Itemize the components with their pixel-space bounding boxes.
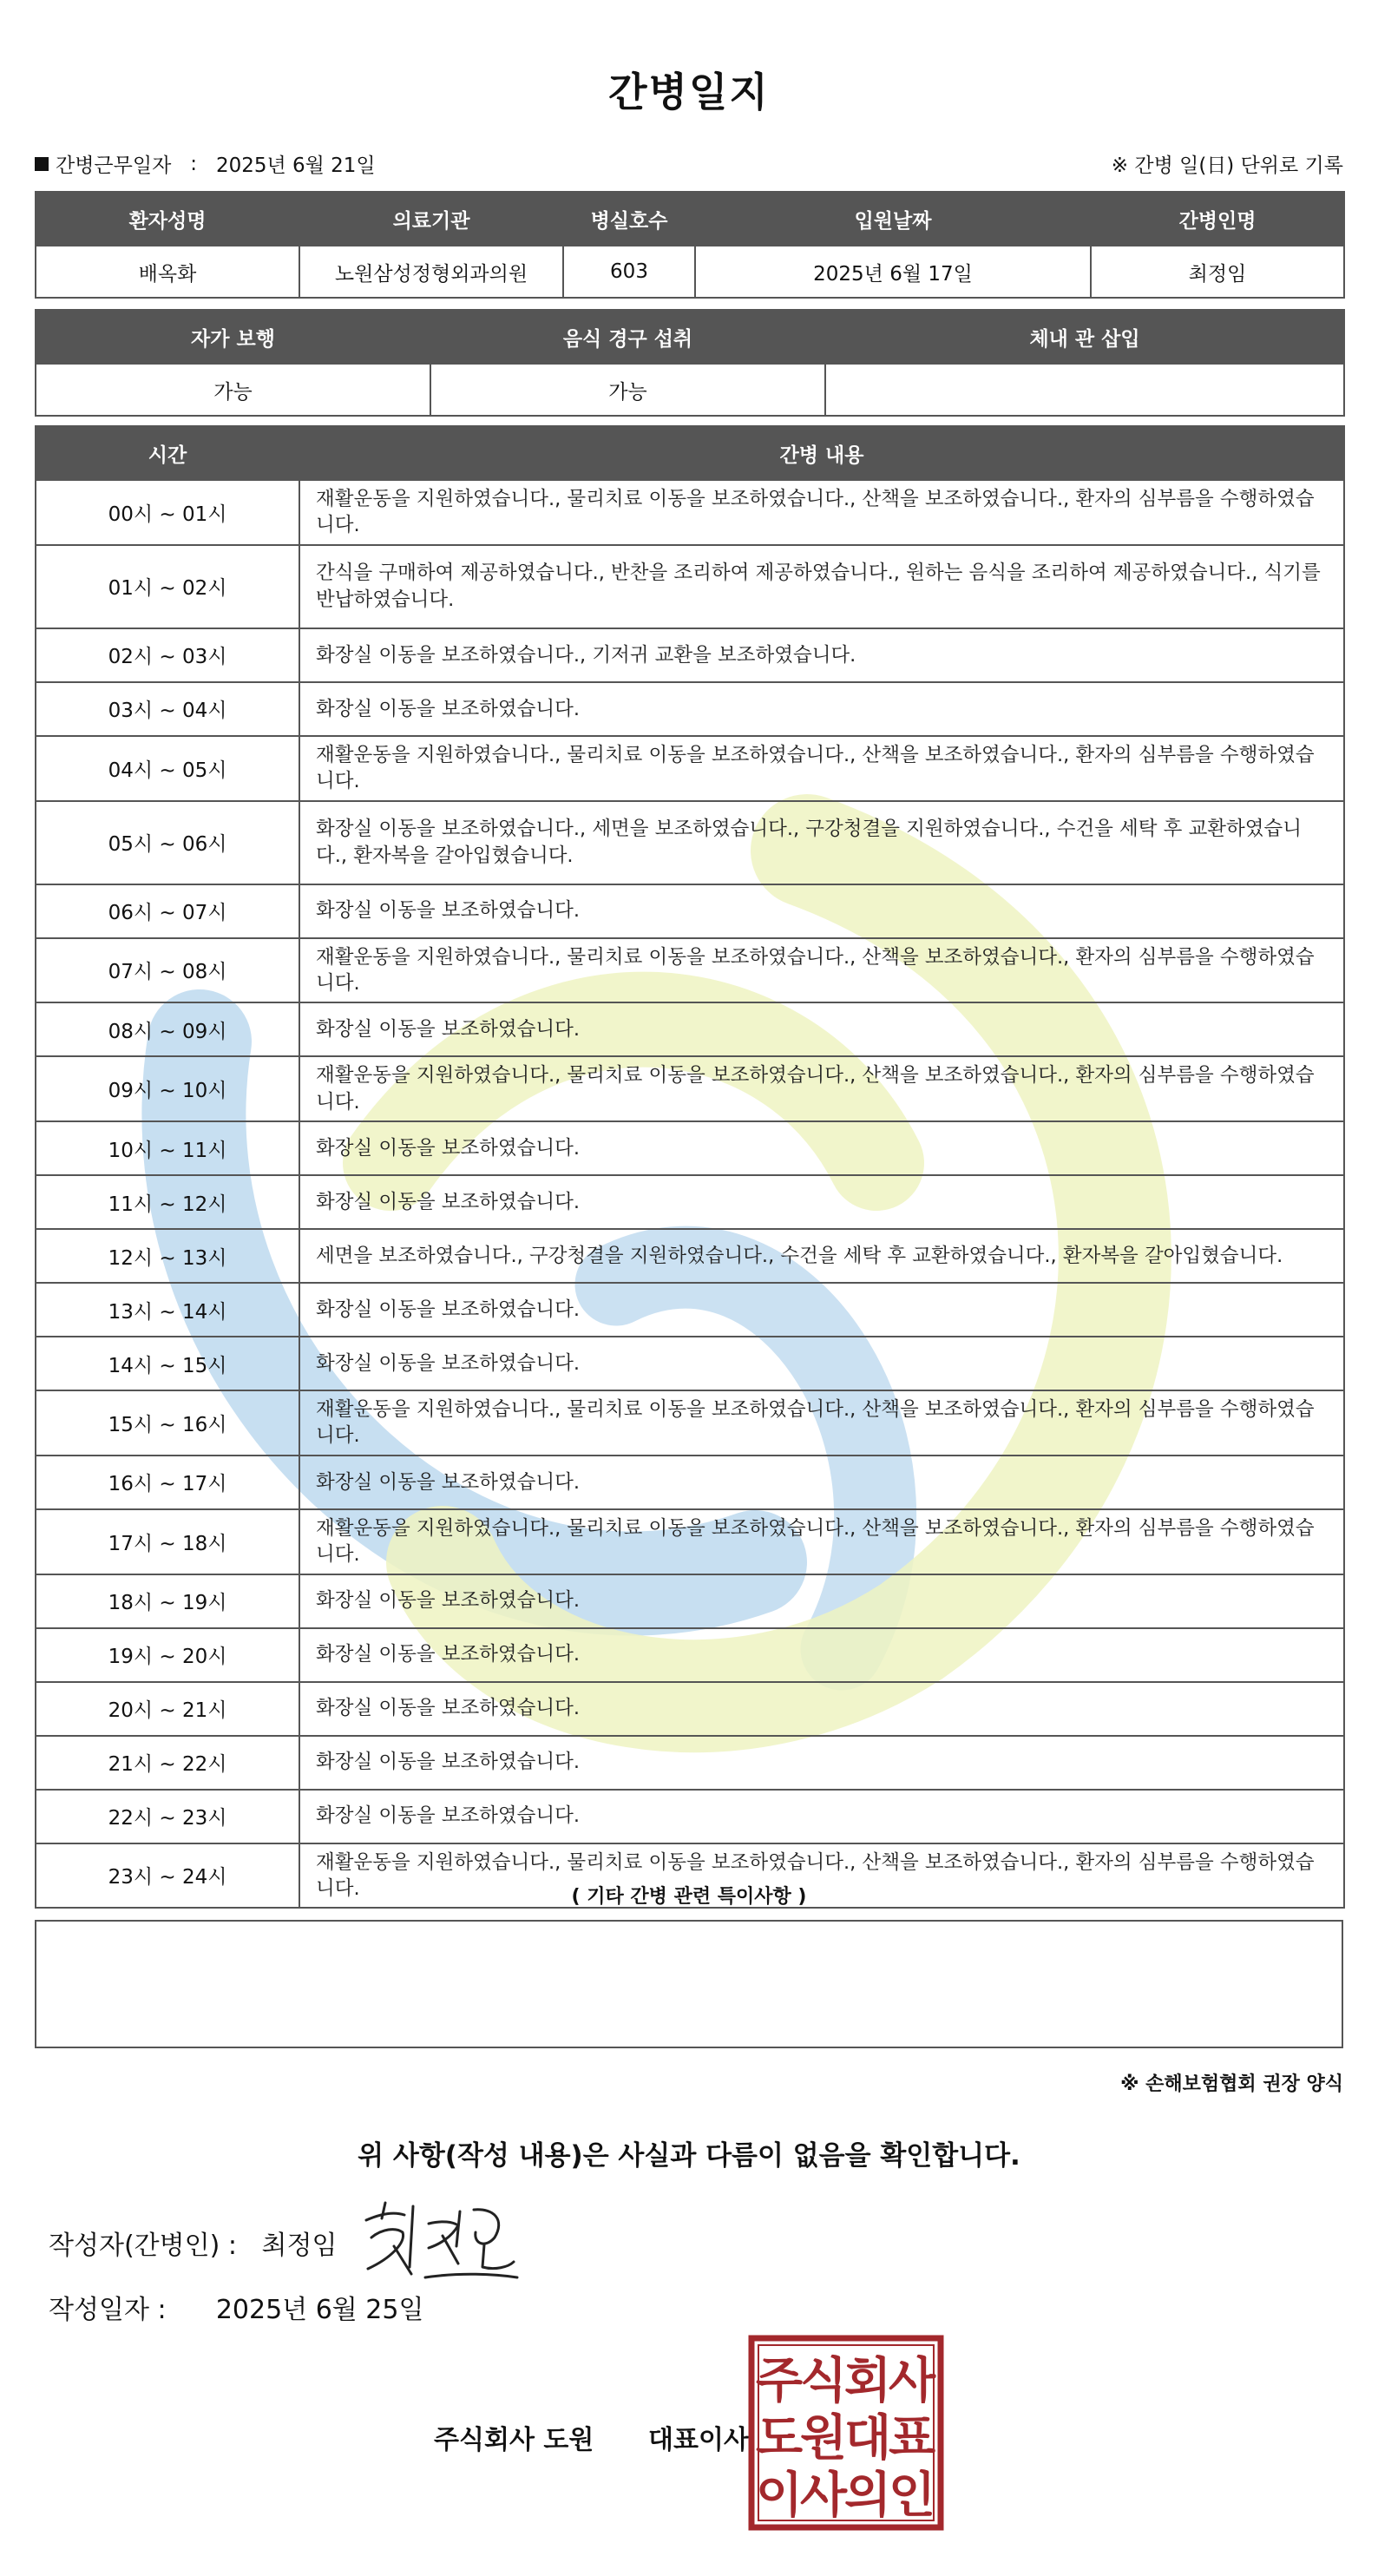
table-row <box>36 1283 1344 1337</box>
row-care-content: 재활운동을 지원하였습니다., 물리치료 이동을 보조하였습니다., 산책을 보조하였습니다., 환자의 심부름을 수행하였습니다. <box>299 938 1344 1003</box>
table-row <box>36 1456 1344 1509</box>
table-row <box>36 1390 1344 1456</box>
header-room: 병실호수 <box>563 192 695 246</box>
row-care-content: 재활운동을 지원하였습니다., 물리치료 이동을 보조하였습니다., 산책을 보조하였습니다., 환자의 심부름을 수행하였습니다. <box>299 1390 1344 1456</box>
confirmation-statement: 위 사항(작성 내용)은 사실과 다름이 없음을 확인합니다. <box>358 2140 1020 2172</box>
table-row <box>36 1229 1344 1283</box>
table-row <box>36 801 1344 884</box>
company-name: 주식회사 도원 <box>434 2425 594 2455</box>
table-row <box>36 1002 1344 1056</box>
row-care-content: 세면을 보조하였습니다., 구강청결을 지원하였습니다., 수건을 세탁 후 교환하였습니다., 환자복을 갈아입혔습니다. <box>299 1229 1344 1283</box>
header-caregiver-name: 간병인명 <box>1091 192 1344 246</box>
table-row <box>36 1509 1344 1574</box>
header-admission-date: 입원날짜 <box>695 192 1091 246</box>
row-time: 18시 ~ 19시 <box>36 1574 299 1628</box>
table-row <box>36 1843 1344 1909</box>
oral-intake-value: 가능 <box>430 364 825 416</box>
writer-line <box>49 2224 338 2262</box>
work-date-value: 2025년 6월 21일 <box>215 154 376 177</box>
row-care-content: 화장실 이동을 보조하였습니다. <box>299 1283 1344 1337</box>
row-care-content: 화장실 이동을 보조하였습니다. <box>299 1574 1344 1628</box>
self-walking-value: 가능 <box>36 364 430 416</box>
work-date-separator: : <box>190 152 197 175</box>
row-time: 16시 ~ 17시 <box>36 1456 299 1509</box>
row-care-content: 화장실 이동을 보조하였습니다., 세면을 보조하였습니다., 구강청결을 지원하였습니다., 수건을 세탁 후 교환하였습니다., 환자복을 갈아입혔습니다. <box>299 801 1344 884</box>
row-care-content: 재활운동을 지원하였습니다., 물리치료 이동을 보조하였습니다., 산책을 보조하였습니다., 환자의 심부름을 수행하였습니다. <box>299 1509 1344 1574</box>
table-row <box>36 938 1344 1003</box>
row-care-content: 화장실 이동을 보조하였습니다. <box>299 1456 1344 1509</box>
row-care-content: 화장실 이동을 보조하였습니다. <box>299 1175 1344 1229</box>
ceo-title: 대표이사 <box>648 2425 749 2455</box>
row-time: 23시 ~ 24시 <box>36 1843 299 1909</box>
row-time: 01시 ~ 02시 <box>36 545 299 628</box>
row-time: 11시 ~ 12시 <box>36 1175 299 1229</box>
row-time: 06시 ~ 07시 <box>36 884 299 938</box>
patient-info-table <box>35 191 1345 299</box>
header-oral-intake: 음식 경구 섭취 <box>430 310 825 364</box>
table-row <box>36 1175 1344 1229</box>
special-notes-box <box>35 1920 1343 2048</box>
special-notes-title: ( 기타 간병 관련 특이사항 ) <box>571 1886 807 1908</box>
table-row <box>36 545 1344 628</box>
table-row <box>36 480 1344 545</box>
write-date-value: 2025년 6월 25일 <box>215 2295 424 2325</box>
row-care-content: 화장실 이동을 보조하였습니다. <box>299 1121 1344 1175</box>
seal-character: 도 <box>755 2410 804 2467</box>
row-time: 19시 ~ 20시 <box>36 1628 299 1682</box>
tube-insertion-value <box>825 364 1344 416</box>
row-care-content: 재활운동을 지원하였습니다., 물리치료 이동을 보조하였습니다., 산책을 보조하였습니다., 환자의 심부름을 수행하였습니다. <box>299 1843 1344 1909</box>
row-time: 07시 ~ 08시 <box>36 938 299 1003</box>
row-care-content: 재활운동을 지원하였습니다., 물리치료 이동을 보조하였습니다., 산책을 보조하였습니다., 환자의 심부름을 수행하였습니다. <box>299 1056 1344 1121</box>
row-care-content: 화장실 이동을 보조하였습니다., 기저귀 교환을 보조하였습니다. <box>299 628 1344 682</box>
write-date-label: 작성일자 : <box>49 2295 167 2325</box>
table-row <box>36 1736 1344 1790</box>
row-care-content: 화장실 이동을 보조하였습니다. <box>299 1002 1344 1056</box>
row-time: 05시 ~ 06시 <box>36 801 299 884</box>
seal-character: 원 <box>799 2410 848 2467</box>
row-care-content: 화장실 이동을 보조하였습니다. <box>299 884 1344 938</box>
company-line <box>434 2418 749 2456</box>
header-care-content: 간병 내용 <box>299 426 1344 480</box>
seal-character: 표 <box>888 2410 936 2467</box>
row-care-content: 화장실 이동을 보조하였습니다. <box>299 1682 1344 1736</box>
writer-name: 최정임 <box>261 2231 338 2261</box>
meta-row <box>35 149 1343 179</box>
row-time: 13시 ~ 14시 <box>36 1283 299 1337</box>
admission-date: 2025년 6월 17일 <box>695 246 1091 298</box>
table-row <box>36 682 1344 736</box>
row-care-content: 간식을 구매하여 제공하였습니다., 반찬을 조리하여 제공하였습니다., 원하는 음식을 조리하여 제공하였습니다., 식기를 반납하였습니다. <box>299 545 1344 628</box>
table-row <box>36 884 1344 938</box>
row-care-content: 화장실 이동을 보조하였습니다. <box>299 682 1344 736</box>
table-row <box>36 1790 1344 1843</box>
form-note: ※ 손해보험협회 권장 양식 <box>1120 2073 1343 2095</box>
table-row <box>36 1121 1344 1175</box>
row-time: 00시 ~ 01시 <box>36 480 299 545</box>
row-time: 20시 ~ 21시 <box>36 1682 299 1736</box>
header-self-walking: 자가 보행 <box>36 310 430 364</box>
row-time: 09시 ~ 10시 <box>36 1056 299 1121</box>
seal-character: 사 <box>888 2353 936 2409</box>
row-time: 03시 ~ 04시 <box>36 682 299 736</box>
care-log-table <box>35 425 1345 1909</box>
seal-character: 회 <box>843 2353 892 2409</box>
room-number: 603 <box>563 246 695 298</box>
table-row <box>36 736 1344 801</box>
header-time: 시간 <box>36 426 299 480</box>
work-date-label: 간병근무일자 <box>56 154 172 177</box>
header-hospital: 의료기관 <box>299 192 563 246</box>
table-row <box>36 1628 1344 1682</box>
seal-character: 의 <box>843 2468 892 2524</box>
header-tube-insertion: 체내 관 삽입 <box>825 310 1344 364</box>
caregiver-name: 최정임 <box>1091 246 1344 298</box>
write-date-line <box>49 2288 423 2326</box>
company-seal-stamp <box>748 2335 944 2531</box>
table-row <box>36 1574 1344 1628</box>
patient-name: 배옥화 <box>36 246 299 298</box>
care-log-rows <box>36 480 1344 1908</box>
patient-status-table <box>35 309 1345 417</box>
row-time: 22시 ~ 23시 <box>36 1790 299 1843</box>
row-time: 02시 ~ 03시 <box>36 628 299 682</box>
seal-character: 이 <box>755 2468 804 2524</box>
seal-character: 사 <box>799 2468 848 2524</box>
row-time: 17시 ~ 18시 <box>36 1509 299 1574</box>
row-time: 10시 ~ 11시 <box>36 1121 299 1175</box>
row-care-content: 재활운동을 지원하였습니다., 물리치료 이동을 보조하였습니다., 산책을 보조하였습니다., 환자의 심부름을 수행하였습니다. <box>299 480 1344 545</box>
row-care-content: 화장실 이동을 보조하였습니다. <box>299 1337 1344 1390</box>
row-time: 21시 ~ 22시 <box>36 1736 299 1790</box>
seal-character: 인 <box>888 2468 936 2524</box>
table-row <box>36 1337 1344 1390</box>
seal-character: 주 <box>755 2353 804 2409</box>
table-row <box>36 1682 1344 1736</box>
seal-character: 식 <box>799 2353 848 2409</box>
page-title: 간병일지 <box>608 69 770 115</box>
table-row <box>36 628 1344 682</box>
work-date-line <box>35 149 376 178</box>
table-row <box>36 1056 1344 1121</box>
writer-label: 작성자(간병인) : <box>49 2231 237 2261</box>
unit-note: ※ 간병 일(日) 단위로 기록 <box>1111 154 1343 177</box>
row-care-content: 재활운동을 지원하였습니다., 물리치료 이동을 보조하였습니다., 산책을 보조하였습니다., 환자의 심부름을 수행하였습니다. <box>299 736 1344 801</box>
header-patient-name: 환자성명 <box>36 192 299 246</box>
black-square-icon <box>35 157 49 171</box>
row-time: 12시 ~ 13시 <box>36 1229 299 1283</box>
handwritten-signature <box>356 2194 521 2290</box>
row-care-content: 화장실 이동을 보조하였습니다. <box>299 1790 1344 1843</box>
seal-character: 대 <box>843 2410 892 2467</box>
row-time: 15시 ~ 16시 <box>36 1390 299 1456</box>
row-time: 14시 ~ 15시 <box>36 1337 299 1390</box>
row-care-content: 화장실 이동을 보조하였습니다. <box>299 1628 1344 1682</box>
row-care-content: 화장실 이동을 보조하였습니다. <box>299 1736 1344 1790</box>
row-time: 08시 ~ 09시 <box>36 1002 299 1056</box>
row-time: 04시 ~ 05시 <box>36 736 299 801</box>
hospital-name: 노원삼성정형외과의원 <box>299 246 563 298</box>
